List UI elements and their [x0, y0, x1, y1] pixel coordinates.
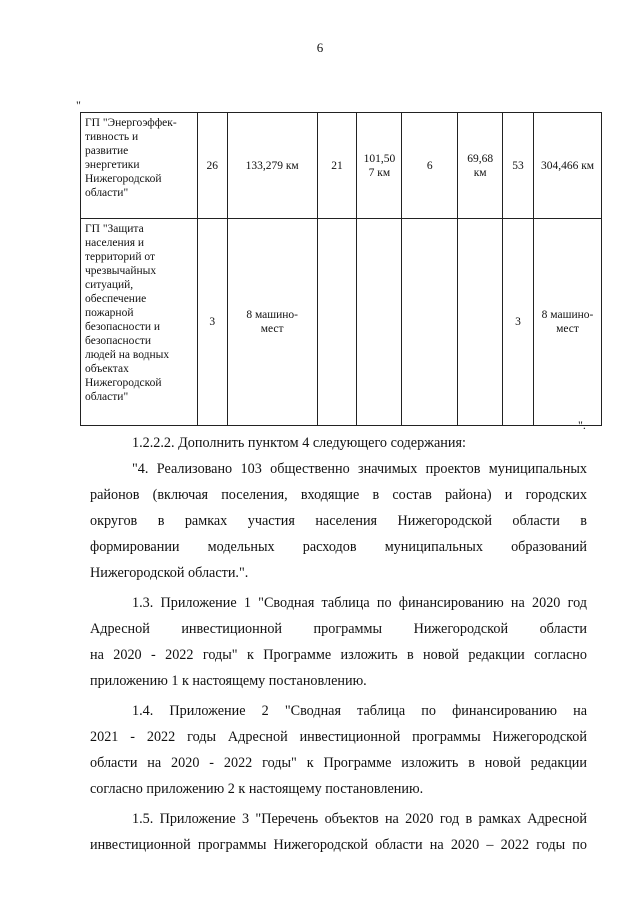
text-line: согласно приложению 2 к настоящему постановлению. — [90, 781, 424, 797]
body-text — [90, 430, 587, 858]
program-name-line: людей на водных — [85, 349, 170, 361]
text-line: 2021 - 2022 годы Адресной инвестиционной программы Нижегородской — [90, 729, 587, 745]
table-cell: 8 машино- мест — [534, 219, 602, 426]
paragraph-1-4 — [90, 698, 587, 802]
table-cell — [458, 219, 503, 426]
program-name-line: ГП "Защита — [85, 223, 144, 235]
paragraph-1-5 — [90, 806, 587, 858]
text-line: 1.4. Приложение 2 "Сводная таблица по финансированию на — [132, 703, 587, 719]
page-number: 6 — [316, 40, 324, 55]
text-line: "4. Реализовано 103 общественно значимых проектов муниципальных — [132, 461, 587, 477]
table-cell: 8 машино- мест — [227, 219, 317, 426]
table-cell: 69,68 км — [458, 113, 503, 219]
table-cell — [357, 219, 402, 426]
table-cell: 53 — [503, 113, 534, 219]
table-close-quote: ". — [578, 418, 586, 432]
text-line: 1.2.2.2. Дополнить пунктом 4 следующего содержания: — [132, 435, 466, 451]
program-name-line: области" — [85, 391, 129, 403]
table-cell: 21 — [317, 113, 357, 219]
paragraph-1-2-2-2 — [90, 430, 587, 456]
program-name-line: области" — [85, 187, 129, 199]
text-line: Нижегородской области.". — [90, 565, 249, 581]
paragraph-1-3 — [90, 590, 587, 694]
text-line: области на 2020 - 2022 годы" к Программе изложить в новой редакции — [90, 755, 587, 771]
program-name-line: территорий от — [85, 251, 155, 263]
program-name-cell — [81, 219, 198, 426]
program-name-line: Нижегородской — [85, 173, 162, 185]
table-row — [81, 219, 602, 426]
text-line: 1.3. Приложение 1 "Сводная таблица по финансированию на 2020 год — [132, 595, 587, 611]
program-name-line: населения и — [85, 237, 145, 249]
table-cell: 6 — [402, 113, 458, 219]
text-line: округов в рамках участия населения Нижегородской области в — [90, 513, 587, 529]
table-cell: 133,279 км — [227, 113, 317, 219]
program-name-line: тивность и — [85, 131, 139, 143]
program-name-line: обеспечение — [85, 293, 147, 305]
program-name-line: энергетики — [85, 159, 140, 171]
program-name-line: развитие — [85, 145, 129, 157]
program-name-cell — [81, 113, 198, 219]
program-name-line: Нижегородской — [85, 377, 162, 389]
text-line: районов (включая поселения, входящие в состав района) и городских — [90, 487, 587, 503]
table-cell: 26 — [197, 113, 227, 219]
text-line: приложению 1 к настоящему постановлению. — [90, 673, 367, 689]
text-line: формировании модельных расходов муниципальных образований — [90, 539, 587, 555]
program-name-line: пожарной — [85, 307, 134, 319]
paragraph-item-4 — [90, 456, 587, 586]
program-name-line: объектах — [85, 363, 129, 375]
program-name-line: ситуаций, — [85, 279, 134, 291]
program-table — [80, 112, 602, 426]
table-open-quote: " — [76, 98, 81, 112]
text-line: 1.5. Приложение 3 "Перечень объектов на 2020 год в рамках Адресной — [132, 811, 587, 827]
program-name-line: безопасности — [85, 335, 152, 347]
text-line: Адресной инвестиционной программы Нижегородской области — [90, 621, 587, 637]
table-cell — [317, 219, 357, 426]
table-cell: 3 — [503, 219, 534, 426]
table-cell: 304,466 км — [534, 113, 602, 219]
table-cell: 101,50 7 км — [357, 113, 402, 219]
text-line: на 2020 - 2022 годы" к Программе изложить в новой редакции согласно — [90, 647, 587, 663]
program-name-line: чрезвычайных — [85, 265, 157, 277]
table-row — [81, 113, 602, 219]
program-name-line: безопасности и — [85, 321, 161, 333]
program-name-line: ГП "Энергоэффек- — [85, 117, 177, 129]
table-cell: 3 — [197, 219, 227, 426]
text-line: инвестиционной программы Нижегородской области на 2020 – 2022 годы по — [90, 837, 587, 853]
table-cell — [402, 219, 458, 426]
